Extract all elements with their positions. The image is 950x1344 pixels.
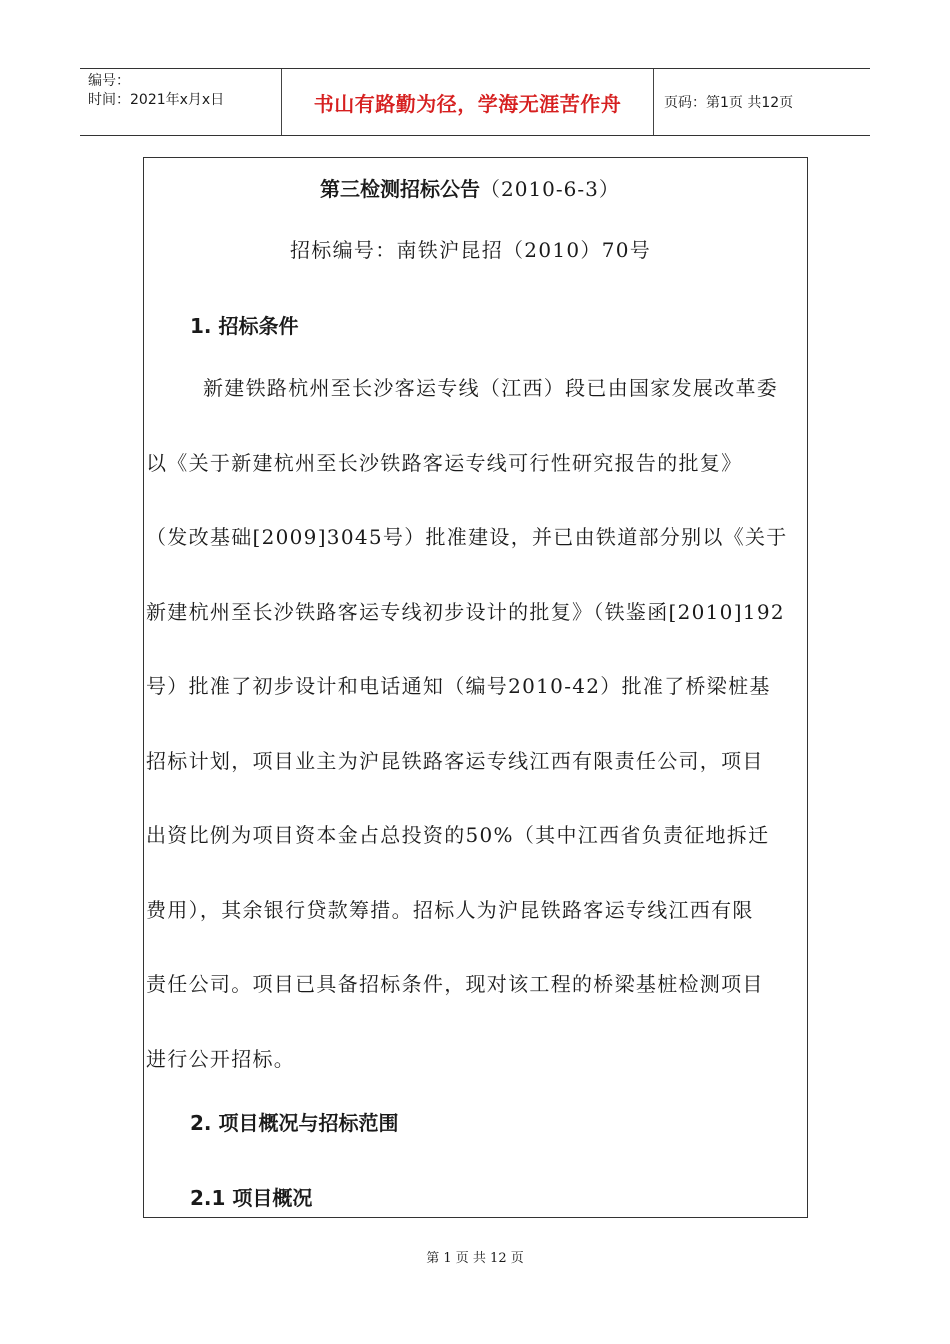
paragraph-line: 费用），其余银行贷款筹措。招标人为沪昆铁路客运专线江西有限 bbox=[146, 898, 754, 922]
page-footer: 第 1 页 共 12 页 bbox=[426, 1251, 524, 1266]
bid-number: 招标编号：南铁沪昆招（2010）70号 bbox=[290, 238, 652, 262]
section-heading-2-1: 2.1 项目概况 bbox=[190, 1186, 313, 1210]
paragraph-line: 出资比例为项目资本金占总投资的50%（其中江西省负责征地拆迁 bbox=[146, 823, 770, 847]
paragraph-line: 招标计划，项目业主为沪昆铁路客运专线江西有限责任公司，项目 bbox=[146, 749, 764, 773]
paragraph-line: （发改基础[2009]3045号）批准建设，并已由铁道部分别以《关于 bbox=[146, 525, 788, 549]
title-text: 第三检测招标公告 bbox=[320, 177, 480, 201]
section-heading-2: 2. 项目概况与招标范围 bbox=[190, 1111, 399, 1135]
page-header bbox=[80, 68, 870, 136]
document-number-label: 编号： bbox=[88, 73, 130, 89]
section-heading-1: 1. 招标条件 bbox=[190, 314, 299, 338]
paragraph-line: 号）批准了初步设计和电话通知（编号2010-42）批准了桥梁桩基 bbox=[146, 674, 771, 698]
header-page-info: 页码：第1页 共12页 bbox=[664, 95, 794, 111]
title-date: （2010-6-3） bbox=[480, 177, 620, 201]
paragraph-line: 新建铁路杭州至长沙客运专线（江西）段已由国家发展改革委 bbox=[203, 376, 779, 400]
paragraph-line: 进行公开招标。 bbox=[146, 1047, 296, 1071]
paragraph-line: 以《关于新建杭州至长沙铁路客运专线可行性研究报告的批复》 bbox=[146, 451, 743, 475]
header-motto: 书山有路勤为径，学海无涯苦作舟 bbox=[282, 69, 654, 135]
paragraph-line: 责任公司。项目已具备招标条件，现对该工程的桥梁基桩检测项目 bbox=[146, 972, 764, 996]
paragraph-line: 新建杭州至长沙铁路客运专线初步设计的批复》（铁鉴函[2010]192 bbox=[146, 600, 785, 624]
document-title bbox=[320, 173, 620, 202]
header-meta bbox=[80, 69, 282, 135]
document-date: 时间：2021年x月x日 bbox=[88, 92, 225, 108]
